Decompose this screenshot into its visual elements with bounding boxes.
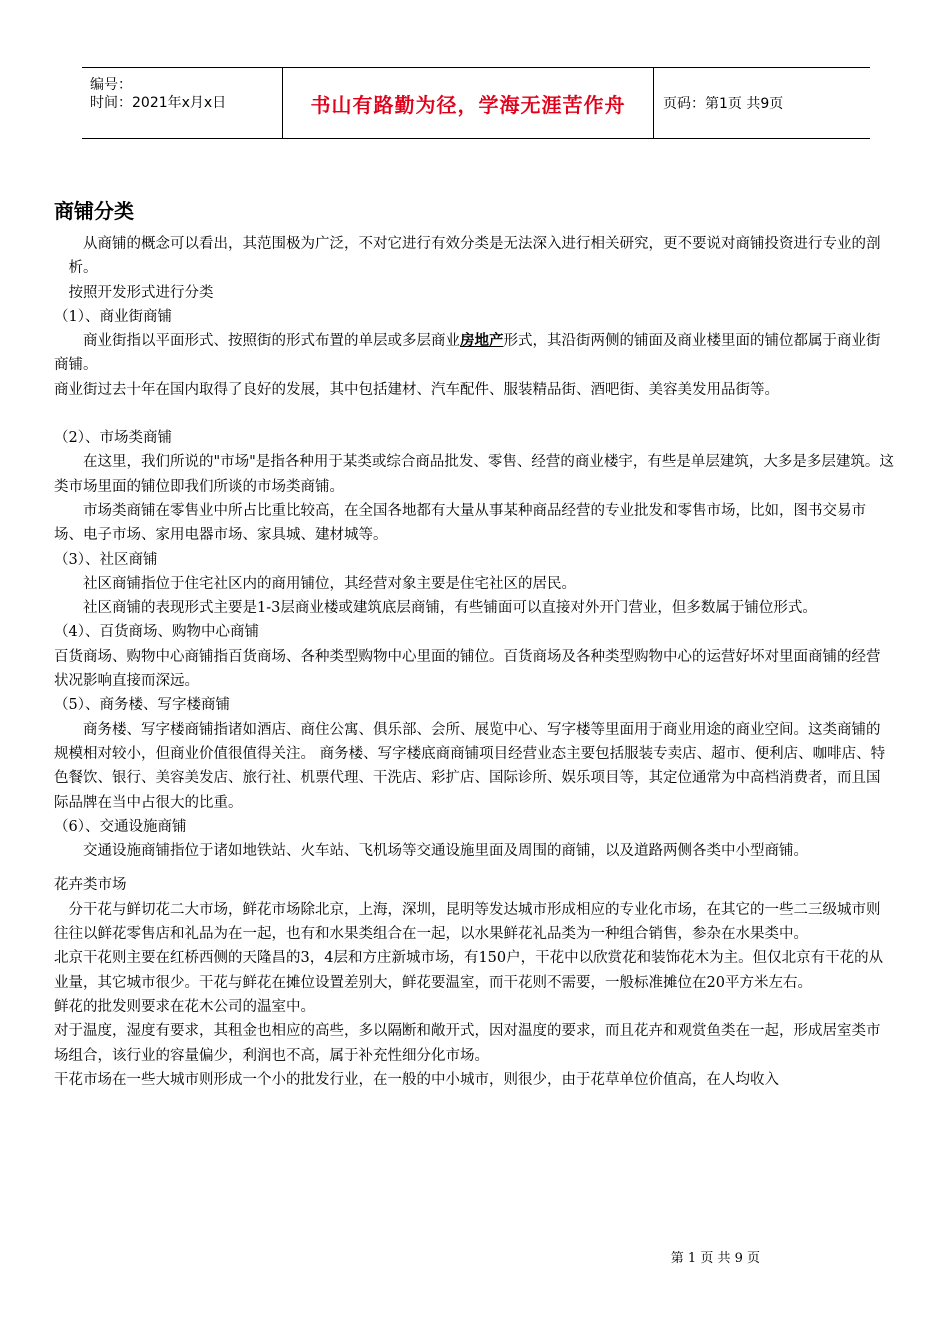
paragraph: 商业街指以平面形式、按照街的形式布置的单层或多层商业房地产形式，其沿街两侧的铺面及商业楼里面的铺位都属于商业街商铺。 <box>54 332 881 374</box>
header-motto: 书山有路勤为径，学海无涯苦作舟 <box>282 68 654 138</box>
number-label: 编号： <box>90 77 132 93</box>
paragraph: 社区商铺的表现形式主要是1-3层商业楼或建筑底层商铺，有些铺面可以直接对外开门营业，但多数属于铺位形式。 <box>83 600 817 617</box>
section-heading: （6）、交通设施商铺 <box>54 818 187 835</box>
time-label: 时间：2021年x月x日 <box>90 95 227 111</box>
paragraph: 分干花与鲜切花二大市场，鲜花市场除北京，上海，深圳，昆明等发达城市形成相应的专业化市场，在其它的一些二三级城市则往往以鲜花零售店和礼品为在一起，也有和水果类组合在一起，以水果鲜花礼品类为一种组合销售，参杂在水果类中。 <box>54 901 881 943</box>
paragraph: 市场类商铺在零售业中所占比重比较高，在全国各地都有大量从事某种商品经营的专业批发和零售市场，比如，图书交易市场、电子市场、家用电器市场、家具城、建材城等。 <box>54 502 866 544</box>
section-heading: （5）、商务楼、写字楼商铺 <box>54 697 230 714</box>
paragraph: 交通设施商铺指位于诸如地铁站、火车站、飞机场等交通设施里面及周围的商铺，以及道路两侧各类中小型商铺。 <box>83 843 808 860</box>
section-heading: （2）、市场类商铺 <box>54 430 172 447</box>
paragraph: 百货商场、购物中心商铺指百货商场、各种类型购物中心里面的铺位。百货商场及各种类型购物中心的运营好坏对里面商铺的经营状况影响直接而深远。 <box>54 648 881 690</box>
real-estate-link[interactable]: 房地产 <box>460 332 504 350</box>
footer-page-number: 第 1 页 共 9 页 <box>670 1251 760 1266</box>
header-page-info: 页码：第1页 共9页 <box>663 96 784 112</box>
paragraph: 鲜花的批发则要求在花木公司的温室中。 <box>54 998 315 1015</box>
page-footer <box>0 1247 950 1266</box>
page-header <box>82 67 870 139</box>
section-heading: 花卉类市场 <box>54 877 127 894</box>
spacer <box>54 402 894 426</box>
spacer <box>54 863 894 873</box>
paragraph: 在这里，我们所说的"市场"是指各种用于某类或综合商品批发、零售、经营的商业楼宇，有些是单层建筑，大多是多层建筑。这类市场里面的铺位即我们所谈的市场类商铺。 <box>54 454 894 495</box>
intro-paragraph: 从商铺的概念可以看出，其范围极为广泛，不对它进行有效分类是无法深入进行相关研究，更不要说对商铺投资进行专业的剖析。 <box>68 236 881 277</box>
paragraph: 对于温度，湿度有要求，其租金也相应的高些，多以隔断和敞开式，因对温度的要求，而且花卉和观赏鱼类在一起，形成居室类市场组合，该行业的容量偏少，利润也不高，属于补充性细分化市场。 <box>54 1023 881 1064</box>
paragraph: 商业街过去十年在国内取得了良好的发展，其中包括建材、汽车配件、服装精品街、酒吧街、美容美发用品街等。 <box>54 381 779 398</box>
classification-heading: 按照开发形式进行分类 <box>68 284 214 301</box>
header-meta <box>82 68 282 138</box>
page-title: 商铺分类 <box>54 199 134 223</box>
paragraph: 商务楼、写字楼商铺指诸如酒店、商住公寓、俱乐部、会所、展览中心、写字楼等里面用于商业用途的商业空间。这类商铺的规模相对较小，但商业价值很值得关注。 商务楼、写字楼底商商铺项目经营业态主要包括服装专卖店、超市、便利店、咖啡店、特色餐饮、银行、美容美发店、旅行社、机票代理、干洗店、彩扩店、国际诊所、娱乐项目等，其定位通常为中高档消费者，而且国际品牌在当中占很大的比重。 <box>54 721 886 811</box>
paragraph: 北京干花则主要在红桥西侧的天隆昌的3，4层和方庄新城市场，有150户，干花中以欣赏花和装饰花木为主。但仅北京有干花的从业量，其它城市很少。干花与鲜花在摊位设置差别大，鲜花要温室，而干花则不需要，一般标准摊位在20平方米左右。 <box>54 950 884 991</box>
paragraph: 社区商铺指位于住宅社区内的商用铺位，其经营对象主要是住宅社区的居民。 <box>83 575 576 592</box>
section-heading: （4）、百货商场、购物中心商铺 <box>54 624 259 641</box>
section-heading: （1）、商业街商铺 <box>54 308 172 325</box>
paragraph: 干花市场在一些大城市则形成一个小的批发行业，在一般的中小城市，则很少，由于花草单位价值高，在人均收入 <box>54 1071 779 1088</box>
document-body <box>54 232 894 1092</box>
section-heading: （3）、社区商铺 <box>54 551 158 568</box>
